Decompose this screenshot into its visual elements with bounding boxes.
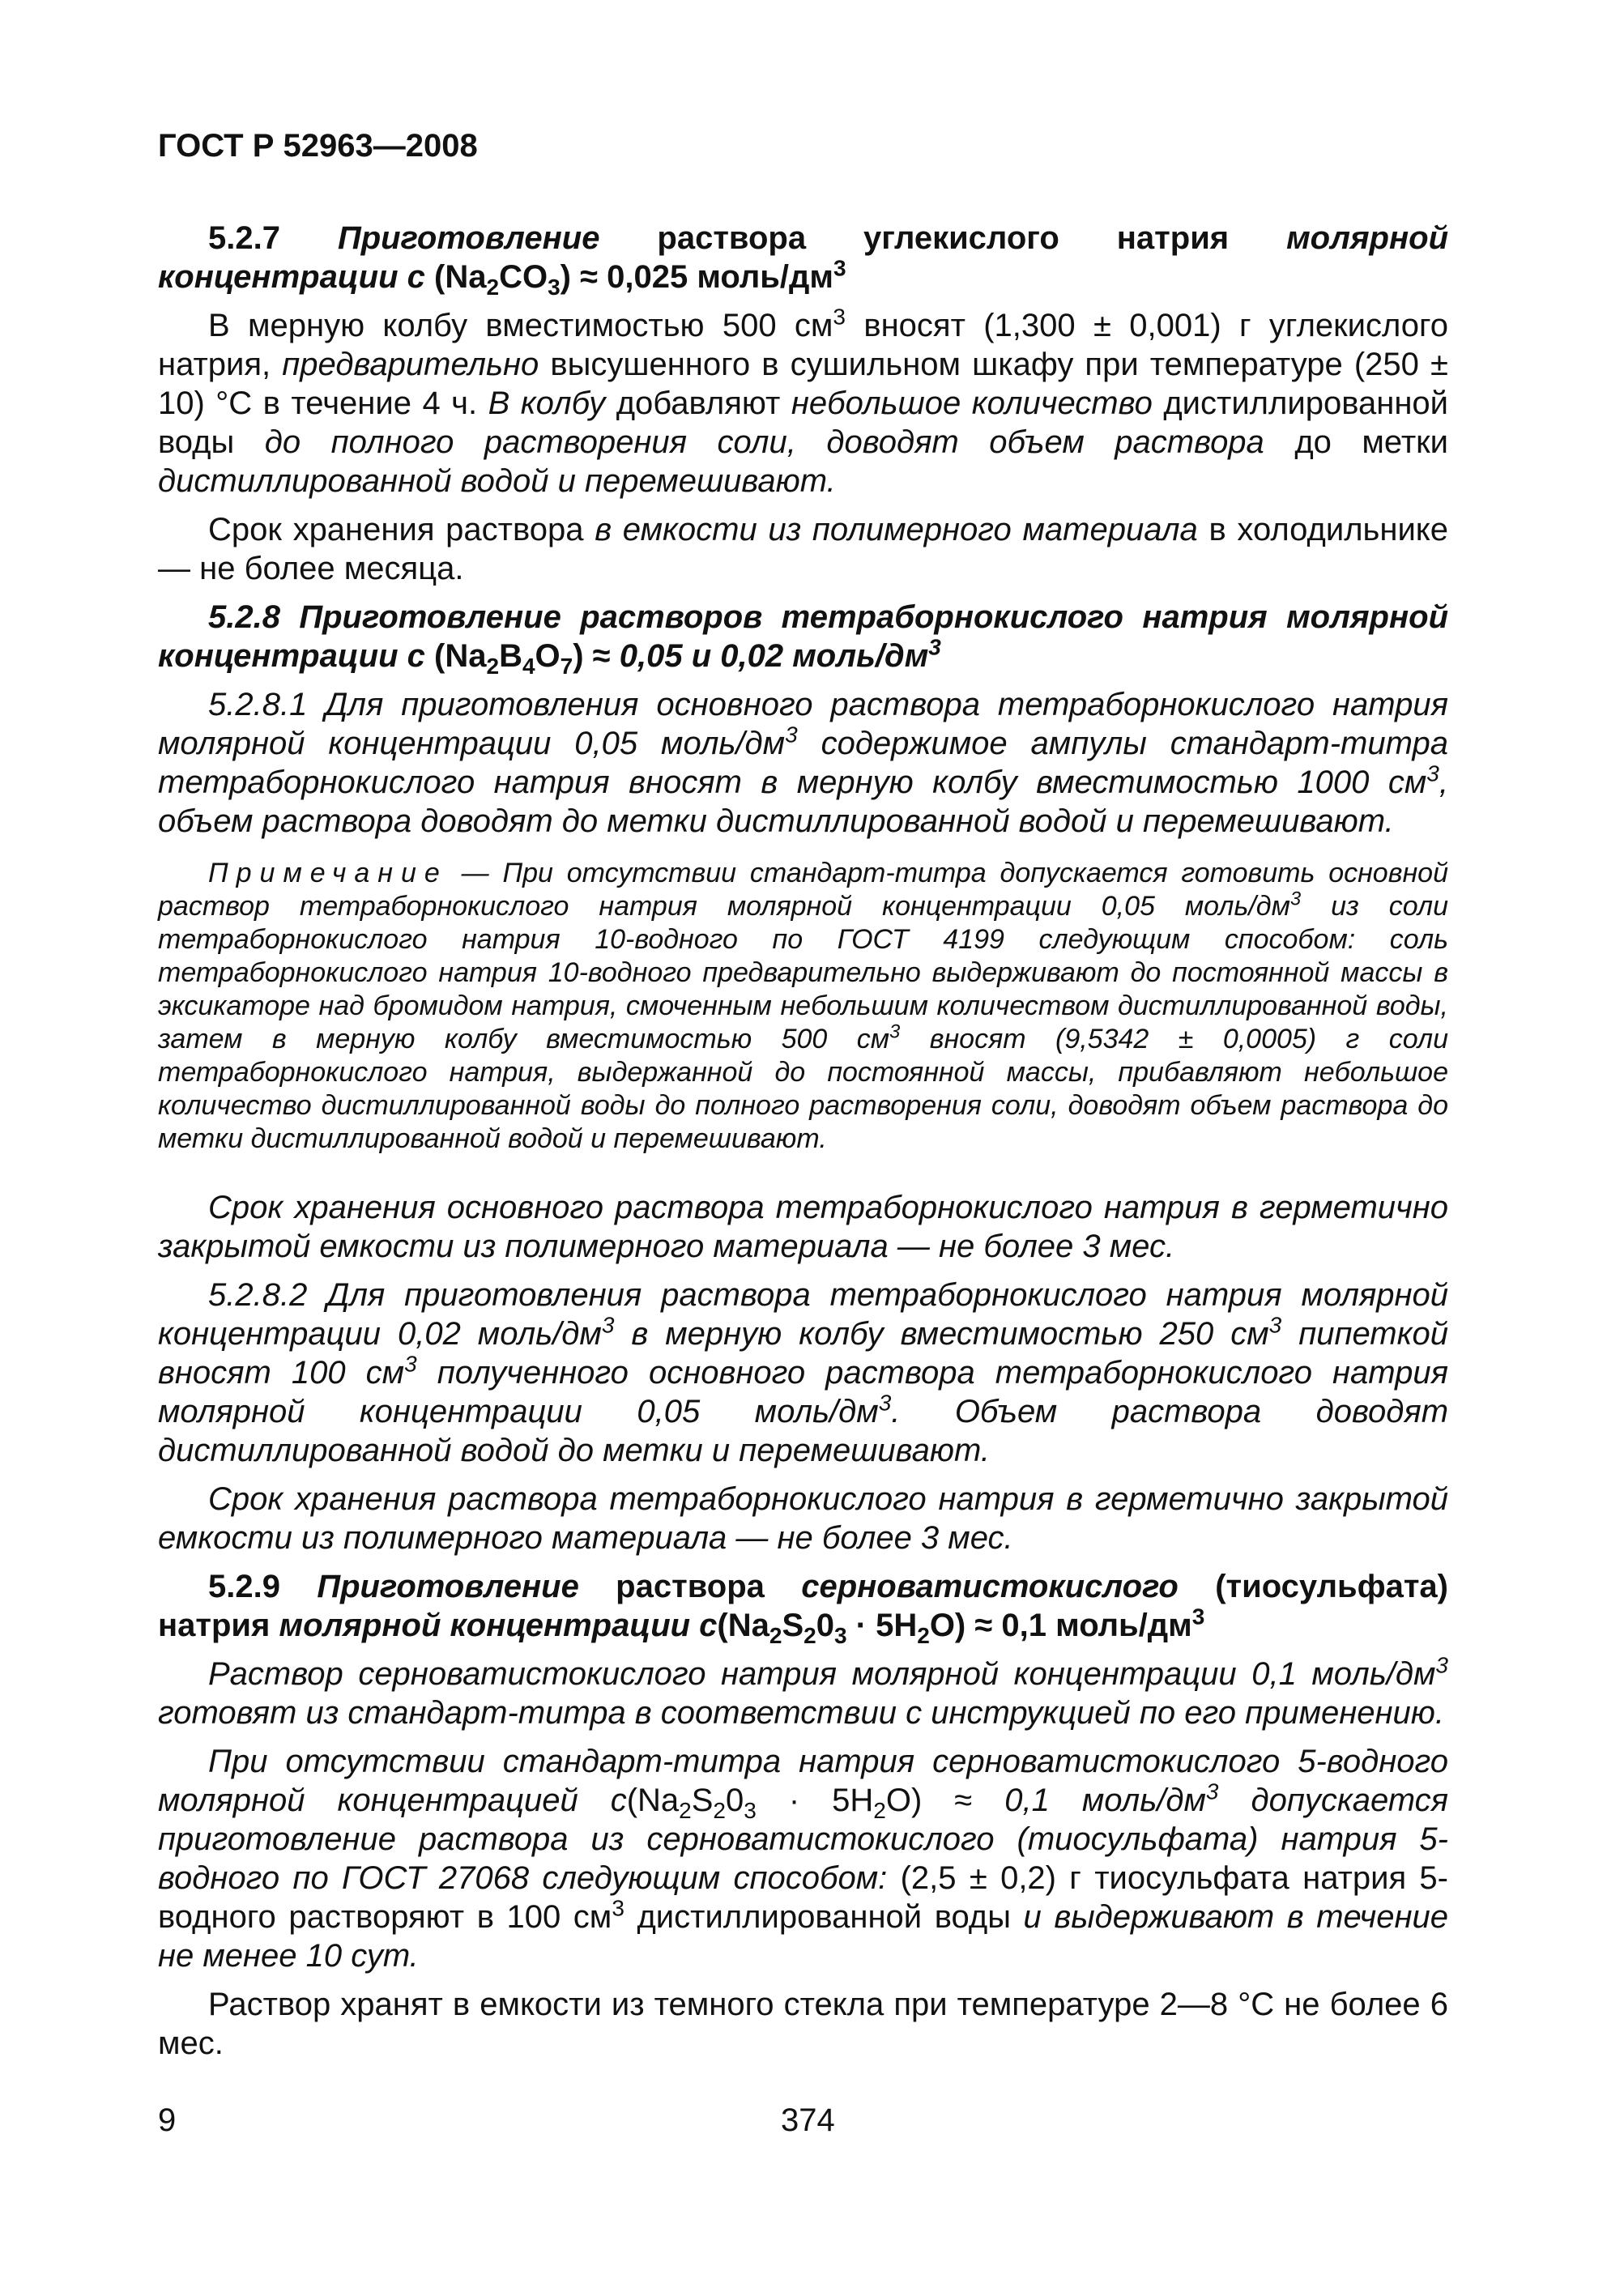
section-528-heading: 5.2.8 Приготовление растворов тетраборнокислого натрия молярной концентрации с $(Na_2B_4O_7) \approx 0,05$ и 0,02 моль/$дм^3$ [158, 599, 1448, 679]
section-527-paragraph-2: Срок хранения раствора в емкости из полимерного материала в холодильнике — не более месяца. [158, 512, 1449, 586]
section-527-heading: 5.2.7 Приготовление раствора углекислого натрия молярной концентрации с $(Na_2CO_3) \approx 0,025$ моль/$дм^3$ [158, 220, 1449, 300]
section-5281-paragraph: 5.2.8.1 Для приготовления основного раствора тетраборнокислого натрия молярной концентрации 0,05 моль/$дм^3$ содержимое ампулы стандарт-титра тетраборнокислого натрия вносят в мерную колбу вместимостью 1000 $см^3$, объем раствора доводят до метки дистиллированной водой и перемешивают. [158, 687, 1448, 839]
page-number-left: 9 [158, 2102, 177, 2138]
document-code: ГОСТ Р 52963—2008 [158, 128, 478, 164]
section-5281-storage: Срок хранения основного раствора тетраборнокислого натрия в герметично закрытой емкости из полимерного материала — не более 3 мес. [158, 1190, 1448, 1264]
section-5282-storage: Срок хранения раствора тетраборнокислого натрия в герметично закрытой емкости из полимерного материала — не более 3 мес. [158, 1481, 1448, 1556]
note-label: Примечание [208, 858, 448, 888]
note: Примечание — При отсутствии стандарт-титра допускается готовить основной раствор тетраборнокислого натрия молярной концентрации 0,05 моль/$дм^3$ из соли тетраборнокислого натрия 10-водного по ГОСТ 4199 следующим способом: соль тетраборнокислого натрия 10-водного предварительно выдерживают до постоянной массы в эксикаторе над бромидом натрия, смоченным небольшим количеством дистиллированной воды, затем в мерную колбу вместимостью 500 $см^3$ вносят (9,5342 ± 0,0005) г соли тетраборнокислого натрия, выдержанной до постоянной массы, прибавляют небольшое количество дистиллированной воды до полного растворения соли, доводят объем раствора до метки дистиллированной водой и перемешивают. [158, 858, 1448, 1154]
section-5282-paragraph: 5.2.8.2 Для приготовления раствора тетраборнокислого натрия молярной концентрации 0,02 моль/$дм^3$ в мерную колбу вместимостью 250 $см^3$ пипеткой вносят 100 $см^3$ полученного основного раствора тетраборнокислого натрия молярной концентрации 0,05 моль/$дм^3$. Объем раствора доводят дистиллированной водой до метки и перемешивают. [158, 1277, 1449, 1468]
section-527-paragraph-1: В мерную колбу вместимостью 500 $см^3$ вносят (1,300 ± 0,001) г углекислого натрия, предварительно высушенного в сушильном шкафу при температуре (250 ± 10) °С в течение 4 ч. В колбу добавляют небольшое количество дистиллированной воды до полного растворения соли, доводят объем раствора до метки дистиллированной водой и перемешивают. [158, 304, 1449, 499]
section-529-paragraph-1: Раствор серноватистокислого натрия молярной концентрации 0,1 моль/$дм^3$ готовят из стандарт-титра в соответствии с инструкцией по его применению. [158, 1652, 1448, 1731]
section-529-paragraph-3: Раствор хранят в емкости из темного стекла при температуре 2—8 °С не более 6 мес. [158, 1987, 1448, 2061]
document-body [158, 219, 1448, 2072]
page-number-center: 374 [781, 2102, 835, 2138]
section-529-paragraph-2: При отсутствии стандарт-титра натрия серноватистокислого 5-водного молярной концентрацией $с(Na_2S_20_3 \cdot 5H_2O) \approx 0,1$ моль/$дм^3$ допускается приготовление раствора из серноватистокислого (тиосульфата) натрия 5-водного по ГОСТ 27068 следующим способом: (2,5 ± 0,2) г тиосульфата натрия 5-водного растворяют в 100 $см^3$ дистиллированной воды и выдерживают в течение не менее 10 сут. [158, 1744, 1448, 1974]
section-529-heading: 5.2.9 Приготовление раствора серноватистокислого (тиосульфата) натрия молярной концентрации $с(Na_2S_20_3 \cdot 5H_2O) \approx 0,1$ моль/$дм^3$ [158, 1569, 1448, 1648]
